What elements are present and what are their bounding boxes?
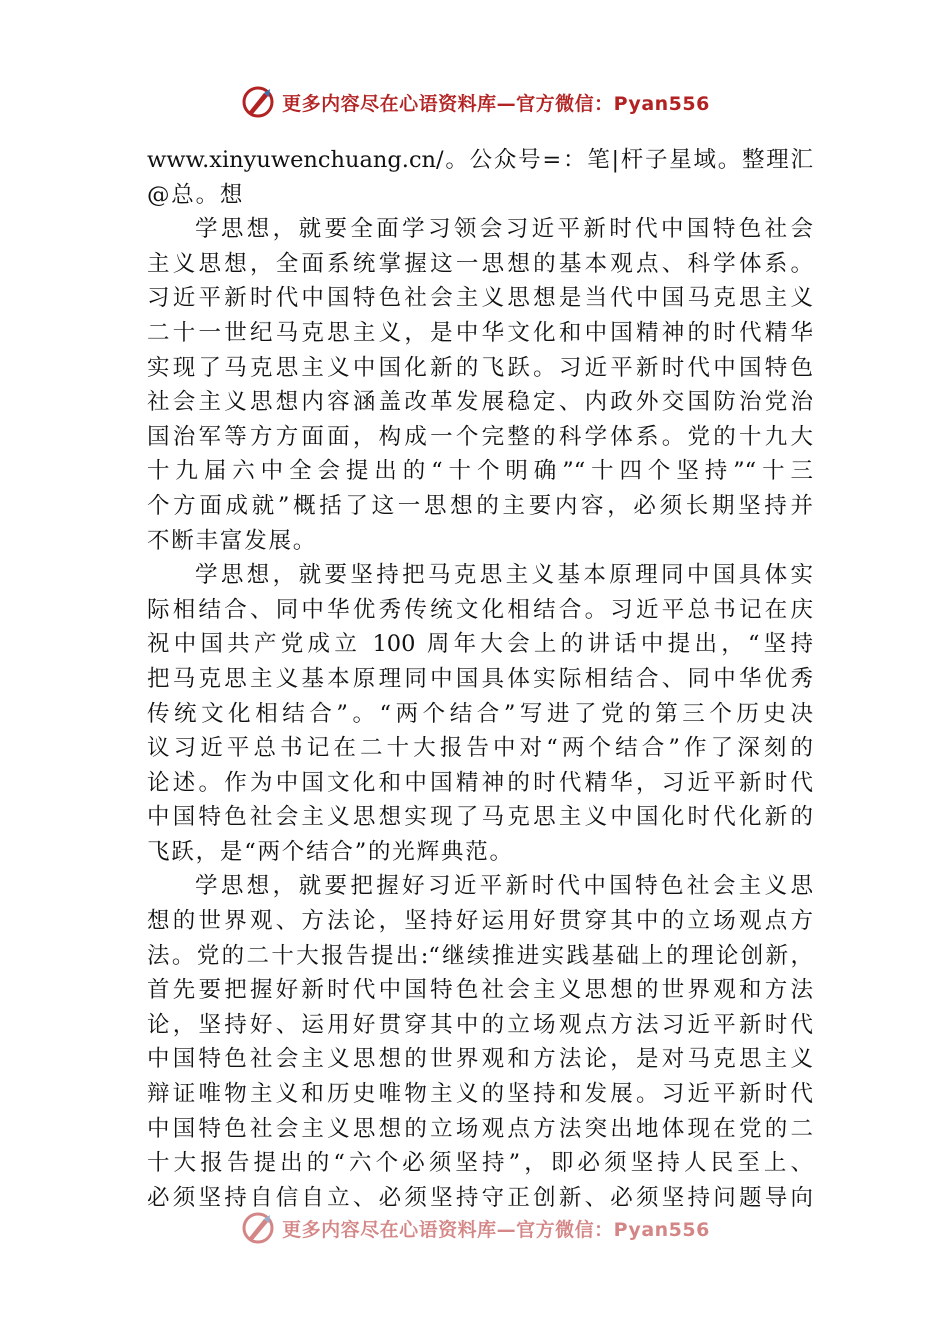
watermark-text: 更多内容尽在心语资料库—官方微信：Pyan556 [282,92,710,115]
pen-logo-icon [240,1210,276,1246]
text-line: 把马克思主义基本原理同中国具体实际相结合、同中华优秀 [147,665,813,692]
text-line: 法。党的二十大报告提出:“继续推进实践基础上的理论创新， [147,942,813,969]
text-line: 社会主义思想内容涵盖改革发展稳定、内政外交国防治党治 [147,389,813,416]
text-line: 实现了马克思主义中国化新的飞跃。习近平新时代中国特色 [147,354,813,381]
text-line: 主义思想，全面系统掌握这一思想的基本观点、科学体系。 [147,250,813,277]
text-line: 首先要把握好新时代中国特色社会主义思想的世界观和方法 [147,977,813,1004]
text-line: 十大报告提出的“六个必须坚持”，即必须坚持人民至上、 [147,1150,813,1177]
text-line: www.xinyuwenchuang.cn/。公众号=：笔|杆子星域。整理汇 [147,147,813,173]
text-line: 议习近平总书记在二十大报告中对“两个结合”作了深刻的 [147,735,813,762]
document-body [147,143,813,1215]
text-line: 中国特色社会主义思想实现了马克思主义中国化时代化新的 [147,804,813,831]
text-line: 二十一世纪马克思主义，是中华文化和中国精神的时代精华 [147,319,813,346]
text-line: 论述。作为中国文化和中国精神的时代精华，习近平新时代 [147,769,813,796]
text-line: 中国特色社会主义思想的立场观点方法突出地体现在党的二 [147,1115,813,1142]
text-line: 论，坚持好、运用好贯穿其中的立场观点方法习近平新时代 [147,1011,813,1038]
pen-logo-icon [240,84,276,120]
text-line: 不断丰富发展。 [147,527,318,554]
text-line: 学思想，就要把握好习近平新时代中国特色社会主义思 [195,873,813,900]
header-watermark [0,82,950,122]
text-line: 习近平新时代中国特色社会主义思想是当代中国马克思主义 [147,285,813,312]
text-line: 个方面成就”概括了这一思想的主要内容，必须长期坚持并 [147,492,813,519]
text-line: 十九届六中全会提出的“十个明确”“十四个坚持”“十三 [147,458,813,485]
text-line: 际相结合、同中华优秀传统文化相结合。习近平总书记在庆 [147,596,813,623]
text-line: @总。想 [147,181,245,208]
text-line: 辩证唯物主义和历史唯物主义的坚持和发展。习近平新时代 [147,1081,813,1108]
text-line: 祝中国共产党成立 100 周年大会上的讲话中提出，“坚持 [147,631,813,658]
text-line: 学思想，就要全面学习领会习近平新时代中国特色社会 [195,216,813,243]
text-line: 国治军等方方面面，构成一个完整的科学体系。党的十九大 [147,423,813,450]
text-line: 中国特色社会主义思想的世界观和方法论，是对马克思主义 [147,1046,813,1073]
footer-watermark [0,1208,950,1248]
watermark-text: 更多内容尽在心语资料库—官方微信：Pyan556 [282,1218,710,1241]
text-line: 必须坚持自信自立、必须坚持守正创新、必须坚持问题导向 [147,1184,813,1211]
text-line: 想的世界观、方法论，坚持好运用好贯穿其中的立场观点方 [147,908,813,935]
text-line: 学思想，就要坚持把马克思主义基本原理同中国具体实 [195,562,813,589]
text-line: 飞跃，是“两个结合”的光辉典范。 [147,838,514,865]
text-line: 传统文化相结合”。“两个结合”写进了党的第三个历史决 [147,700,813,727]
